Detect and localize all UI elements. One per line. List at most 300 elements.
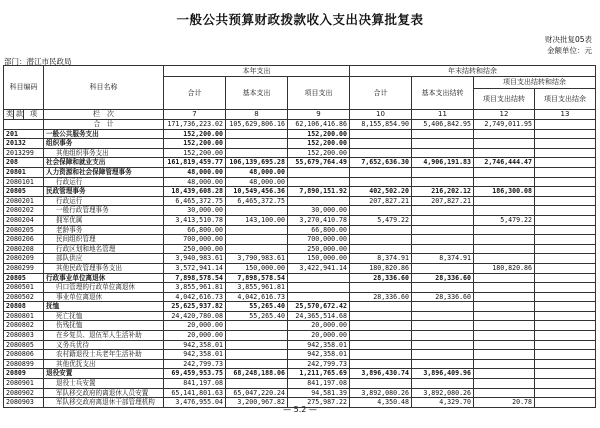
table-row — [4, 254, 596, 264]
row-amount — [474, 369, 535, 379]
col-number: 10 — [350, 110, 412, 120]
row-amount: 942,358.01 — [164, 350, 226, 360]
row-code: 208 — [4, 158, 44, 168]
row-name: 合 计 — [44, 120, 164, 130]
row-amount — [535, 254, 596, 264]
row-amount: 28,336.60 — [350, 292, 412, 302]
row-amount: 55,265.40 — [226, 302, 288, 312]
row-amount — [226, 331, 288, 341]
row-amount: 700,000.00 — [164, 235, 226, 245]
row-amount: 5,406,842.95 — [412, 120, 474, 130]
row-amount: 2,746,444.47 — [474, 158, 535, 168]
row-code: 20808 — [4, 302, 44, 312]
row-amount — [350, 244, 412, 254]
row-amount — [350, 139, 412, 149]
row-amount: 3,855,961.81 — [226, 283, 288, 293]
row-name: 退役士兵安置 — [44, 379, 164, 389]
row-code: 2080803 — [4, 331, 44, 341]
row-amount: 25,570,672.42 — [288, 302, 350, 312]
table-row — [4, 139, 596, 149]
row-code: 2080806 — [4, 350, 44, 360]
row-amount — [350, 331, 412, 341]
row-amount: 6,465,372.75 — [226, 196, 288, 206]
col-number: 11 — [412, 110, 474, 120]
row-amount — [350, 235, 412, 245]
row-amount — [535, 215, 596, 225]
row-amount: 152,200.00 — [164, 129, 226, 139]
row-amount: 242,799.73 — [288, 359, 350, 369]
row-amount — [474, 340, 535, 350]
header-name: 科目名称 — [44, 66, 164, 110]
row-amount: 30,000.00 — [288, 206, 350, 216]
row-amount — [226, 321, 288, 331]
row-code: 20801 — [4, 167, 44, 177]
col-number: 13 — [535, 110, 596, 120]
table-row — [4, 350, 596, 360]
table-row — [4, 196, 596, 206]
row-amount: 8,374.91 — [350, 254, 412, 264]
table-row — [4, 311, 596, 321]
row-amount — [350, 321, 412, 331]
row-code: 2080208 — [4, 244, 44, 254]
row-amount: 65,047,220.24 — [226, 388, 288, 398]
col-number: 8 — [226, 110, 288, 120]
row-amount: 7,890,151.92 — [288, 187, 350, 197]
row-amount — [474, 254, 535, 264]
row-amount — [350, 311, 412, 321]
table-row — [4, 340, 596, 350]
row-amount: 66,800.00 — [164, 225, 226, 235]
table-row — [4, 187, 596, 197]
table-row — [4, 120, 596, 130]
row-code: 20809 — [4, 369, 44, 379]
row-amount — [535, 388, 596, 398]
row-amount — [535, 350, 596, 360]
row-amount: 48,000.00 — [226, 177, 288, 187]
header-code: 科目编码 — [4, 66, 44, 110]
row-amount: 216,202.12 — [412, 187, 474, 197]
row-amount — [350, 302, 412, 312]
row-amount — [350, 225, 412, 235]
row-amount — [535, 302, 596, 312]
row-amount: 3,476,955.04 — [164, 398, 226, 408]
row-amount: 3,270,410.78 — [288, 215, 350, 225]
header-ye-project-carry: 项目支出结转 — [474, 89, 535, 110]
row-name: 退役安置 — [44, 369, 164, 379]
row-code: 2080204 — [4, 215, 44, 225]
row-name: 军队移交政府离退休干部管理机构 — [44, 398, 164, 408]
row-amount: 275,987.22 — [288, 398, 350, 408]
row-amount — [474, 321, 535, 331]
table-row — [4, 225, 596, 235]
row-amount — [535, 292, 596, 302]
row-amount: 3,892,080.26 — [350, 388, 412, 398]
row-amount — [412, 359, 474, 369]
row-amount — [535, 206, 596, 216]
header-project: 项目支出 — [288, 77, 350, 110]
header-total: 合计 — [164, 77, 226, 110]
row-amount — [226, 244, 288, 254]
row-name: 军队移交政府的离退休人员安置 — [44, 388, 164, 398]
row-name: 其他民政管理事务支出 — [44, 263, 164, 273]
row-amount — [535, 225, 596, 235]
row-amount — [226, 139, 288, 149]
row-amount — [474, 177, 535, 187]
row-name: 事业单位离退休 — [44, 292, 164, 302]
row-amount: 143,100.00 — [226, 215, 288, 225]
row-code: 2080101 — [4, 177, 44, 187]
row-amount: 2,749,011.95 — [474, 120, 535, 130]
row-amount: 24,365,514.68 — [288, 311, 350, 321]
table-row — [4, 148, 596, 158]
row-amount — [288, 273, 350, 283]
row-amount — [412, 177, 474, 187]
row-amount — [350, 340, 412, 350]
row-name: 部队供应 — [44, 254, 164, 264]
table-row — [4, 177, 596, 187]
row-name: 一般行政管理事务 — [44, 206, 164, 216]
table-row — [4, 206, 596, 216]
row-amount — [535, 359, 596, 369]
row-amount: 20.78 — [474, 398, 535, 408]
header-xiang: 项 — [24, 110, 44, 120]
row-amount — [535, 120, 596, 130]
table-row — [4, 167, 596, 177]
row-amount — [535, 129, 596, 139]
row-amount: 3,855,961.81 — [164, 283, 226, 293]
row-amount — [412, 139, 474, 149]
row-name: 归口管理的行政单位离退休 — [44, 283, 164, 293]
row-amount — [350, 206, 412, 216]
row-amount — [535, 177, 596, 187]
row-amount — [412, 148, 474, 158]
row-name: 行政事业单位离退休 — [44, 273, 164, 283]
row-amount: 150,000.00 — [288, 254, 350, 264]
row-code: 2080206 — [4, 235, 44, 245]
row-code: 2080209 — [4, 254, 44, 264]
row-code: 2080805 — [4, 340, 44, 350]
row-amount — [535, 369, 596, 379]
row-amount — [535, 244, 596, 254]
row-amount — [535, 158, 596, 168]
row-amount: 28,336.60 — [412, 292, 474, 302]
row-amount — [474, 167, 535, 177]
row-amount — [226, 379, 288, 389]
col-number: 9 — [288, 110, 350, 120]
row-amount — [288, 283, 350, 293]
row-amount: 4,042,616.73 — [226, 292, 288, 302]
row-amount — [412, 263, 474, 273]
row-amount — [474, 273, 535, 283]
row-amount — [474, 283, 535, 293]
row-amount: 3,413,510.78 — [164, 215, 226, 225]
row-amount: 20,000.00 — [164, 331, 226, 341]
row-amount: 65,141,801.63 — [164, 388, 226, 398]
row-name: 义务兵优待 — [44, 340, 164, 350]
row-name: 社会保障和就业支出 — [44, 158, 164, 168]
row-amount — [535, 263, 596, 273]
table-row — [4, 369, 596, 379]
header-lei: 类 — [4, 110, 14, 120]
row-code: 2080801 — [4, 311, 44, 321]
row-amount: 62,106,416.86 — [288, 120, 350, 130]
row-amount: 3,422,941.14 — [288, 263, 350, 273]
row-amount — [474, 292, 535, 302]
row-name: 伤残抚恤 — [44, 321, 164, 331]
row-amount — [226, 235, 288, 245]
row-name: 民间组织管理 — [44, 235, 164, 245]
row-amount: 152,200.00 — [288, 148, 350, 158]
table-row — [4, 273, 596, 283]
row-amount — [535, 196, 596, 206]
row-code: 2080502 — [4, 292, 44, 302]
row-amount: 4,329.70 — [412, 398, 474, 408]
header-ye-project-surplus: 项目支出结余 — [535, 89, 596, 110]
row-amount — [412, 331, 474, 341]
row-amount: 30,000.00 — [164, 206, 226, 216]
row-amount: 942,358.01 — [288, 340, 350, 350]
row-amount — [226, 148, 288, 158]
row-amount — [412, 311, 474, 321]
row-amount — [535, 311, 596, 321]
row-amount — [412, 206, 474, 216]
row-amount — [474, 350, 535, 360]
row-amount: 106,139,695.28 — [226, 158, 288, 168]
row-amount — [474, 331, 535, 341]
row-code: 2080201 — [4, 196, 44, 206]
row-amount — [535, 148, 596, 158]
header-current-year: 本年支出 — [164, 66, 350, 77]
row-name: 老龄事务 — [44, 225, 164, 235]
row-name: 农村籍退役士兵老年生活补助 — [44, 350, 164, 360]
row-amount: 69,459,953.75 — [164, 369, 226, 379]
row-amount — [412, 283, 474, 293]
table-body — [4, 120, 596, 408]
document-title: 一般公共预算财政拨款收入支出决算批复表 — [176, 12, 424, 27]
row-amount — [474, 196, 535, 206]
row-amount — [226, 359, 288, 369]
header-lanci: 栏 次 — [44, 110, 164, 120]
row-name: 抚恤 — [44, 302, 164, 312]
row-amount — [474, 359, 535, 369]
row-code: 2013299 — [4, 148, 44, 158]
row-amount: 180,820.86 — [474, 263, 535, 273]
row-amount: 28,336.60 — [412, 273, 474, 283]
row-amount: 207,827.21 — [350, 196, 412, 206]
row-amount — [412, 302, 474, 312]
row-amount: 152,200.00 — [164, 139, 226, 149]
row-amount: 171,736,223.02 — [164, 120, 226, 130]
row-amount — [350, 177, 412, 187]
row-amount: 48,000.00 — [164, 177, 226, 187]
row-amount: 152,200.00 — [288, 129, 350, 139]
row-amount: 250,000.00 — [288, 244, 350, 254]
row-amount — [350, 350, 412, 360]
table-row — [4, 158, 596, 168]
amount-unit: 金额单位：元 — [547, 46, 592, 55]
row-amount: 3,892,080.26 — [412, 388, 474, 398]
row-name: 在乡复员、退伍军人生活补助 — [44, 331, 164, 341]
row-amount: 8,155,854.90 — [350, 120, 412, 130]
row-amount — [350, 359, 412, 369]
row-amount — [474, 206, 535, 216]
row-amount: 48,000.00 — [226, 167, 288, 177]
row-amount: 7,898,578.54 — [164, 273, 226, 283]
row-amount — [474, 235, 535, 245]
row-amount — [474, 302, 535, 312]
table-row — [4, 129, 596, 139]
row-code: 2080901 — [4, 379, 44, 389]
row-amount: 3,896,430.74 — [350, 369, 412, 379]
row-amount — [350, 283, 412, 293]
row-amount — [350, 167, 412, 177]
row-amount — [412, 350, 474, 360]
row-amount — [412, 321, 474, 331]
header-basic: 基本支出 — [226, 77, 288, 110]
col-number: 12 — [474, 110, 535, 120]
row-amount: 20,000.00 — [164, 321, 226, 331]
row-amount — [474, 225, 535, 235]
budget-table — [3, 65, 596, 408]
row-amount — [474, 244, 535, 254]
row-amount — [474, 139, 535, 149]
row-amount — [350, 148, 412, 158]
table-row — [4, 283, 596, 293]
row-amount: 242,799.73 — [164, 359, 226, 369]
row-amount — [412, 129, 474, 139]
row-amount: 55,679,764.49 — [288, 158, 350, 168]
row-code: 2080202 — [4, 206, 44, 216]
row-amount: 152,200.00 — [288, 139, 350, 149]
row-name: 拥军优属 — [44, 215, 164, 225]
row-amount: 841,197.08 — [288, 379, 350, 389]
row-code — [4, 120, 44, 130]
table-row — [4, 321, 596, 331]
row-amount: 150,000.00 — [226, 263, 288, 273]
row-code: 2080205 — [4, 225, 44, 235]
row-amount: 48,000.00 — [164, 167, 226, 177]
row-amount — [535, 273, 596, 283]
row-name: 组织事务 — [44, 139, 164, 149]
row-amount: 3,200,967.82 — [226, 398, 288, 408]
row-amount — [226, 129, 288, 139]
row-code: 2080299 — [4, 263, 44, 273]
row-amount: 6,465,372.75 — [164, 196, 226, 206]
row-name: 其他组织事务支出 — [44, 148, 164, 158]
row-amount — [474, 129, 535, 139]
row-name: 行政运行 — [44, 177, 164, 187]
row-amount: 68,248,188.06 — [226, 369, 288, 379]
header-ye-project-group: 项目支出结转和结余 — [474, 77, 596, 89]
row-amount: 55,265.40 — [226, 311, 288, 321]
row-amount: 105,629,806.16 — [226, 120, 288, 130]
row-amount: 24,420,780.08 — [164, 311, 226, 321]
row-amount: 3,896,409.96 — [412, 369, 474, 379]
row-amount: 700,000.00 — [288, 235, 350, 245]
row-name: 行政区划和地名管理 — [44, 244, 164, 254]
row-amount — [226, 350, 288, 360]
row-amount — [412, 225, 474, 235]
row-code: 20132 — [4, 139, 44, 149]
row-amount — [474, 311, 535, 321]
row-name: 一般公共服务支出 — [44, 129, 164, 139]
row-amount: 250,000.00 — [164, 244, 226, 254]
row-amount — [535, 331, 596, 341]
table-row — [4, 235, 596, 245]
row-amount — [474, 388, 535, 398]
table-row — [4, 244, 596, 254]
row-amount — [412, 235, 474, 245]
row-amount: 3,572,941.14 — [164, 263, 226, 273]
row-amount — [412, 215, 474, 225]
row-amount: 10,549,456.36 — [226, 187, 288, 197]
col-number: 7 — [164, 110, 226, 120]
row-amount: 402,502.20 — [350, 187, 412, 197]
table-row — [4, 263, 596, 273]
row-amount: 161,819,459.77 — [164, 158, 226, 168]
row-amount — [535, 340, 596, 350]
row-name: 人力资源和社会保障管理事务 — [44, 167, 164, 177]
row-amount: 4,350.48 — [350, 398, 412, 408]
row-amount: 4,042,616.73 — [164, 292, 226, 302]
row-amount — [535, 187, 596, 197]
row-name: 民政管理事务 — [44, 187, 164, 197]
row-amount: 3,940,983.61 — [164, 254, 226, 264]
table-row — [4, 215, 596, 225]
row-amount — [226, 206, 288, 216]
row-amount — [535, 283, 596, 293]
row-code: 2080501 — [4, 283, 44, 293]
row-amount — [226, 340, 288, 350]
row-amount — [350, 129, 412, 139]
row-code: 201 — [4, 129, 44, 139]
row-amount: 18,439,608.28 — [164, 187, 226, 197]
table-row — [4, 292, 596, 302]
header-kuan: 款 — [14, 110, 24, 120]
table-row — [4, 359, 596, 369]
row-amount: 28,336.60 — [350, 273, 412, 283]
row-amount — [412, 379, 474, 389]
row-amount — [350, 379, 412, 389]
table-row — [4, 331, 596, 341]
row-amount: 7,898,578.54 — [226, 273, 288, 283]
row-amount: 4,906,191.83 — [412, 158, 474, 168]
row-amount: 942,358.01 — [288, 350, 350, 360]
row-name: 其他优抚支出 — [44, 359, 164, 369]
row-amount — [535, 235, 596, 245]
row-code: 2080802 — [4, 321, 44, 331]
row-amount: 180,820.86 — [350, 263, 412, 273]
row-amount — [288, 177, 350, 187]
row-amount: 66,800.00 — [288, 225, 350, 235]
row-amount: 20,000.00 — [288, 331, 350, 341]
row-amount: 5,479.22 — [350, 215, 412, 225]
row-amount: 207,827.21 — [412, 196, 474, 206]
row-amount: 1,211,765.69 — [288, 369, 350, 379]
row-code: 20805 — [4, 187, 44, 197]
row-amount: 25,625,937.82 — [164, 302, 226, 312]
row-amount — [288, 292, 350, 302]
row-amount — [226, 225, 288, 235]
row-amount: 841,197.08 — [164, 379, 226, 389]
row-amount — [288, 167, 350, 177]
row-code: 2080902 — [4, 388, 44, 398]
table-row — [4, 302, 596, 312]
row-amount — [412, 244, 474, 254]
row-amount: 152,200.00 — [164, 148, 226, 158]
header-ye-total: 合计 — [350, 77, 412, 110]
table-row — [4, 388, 596, 398]
